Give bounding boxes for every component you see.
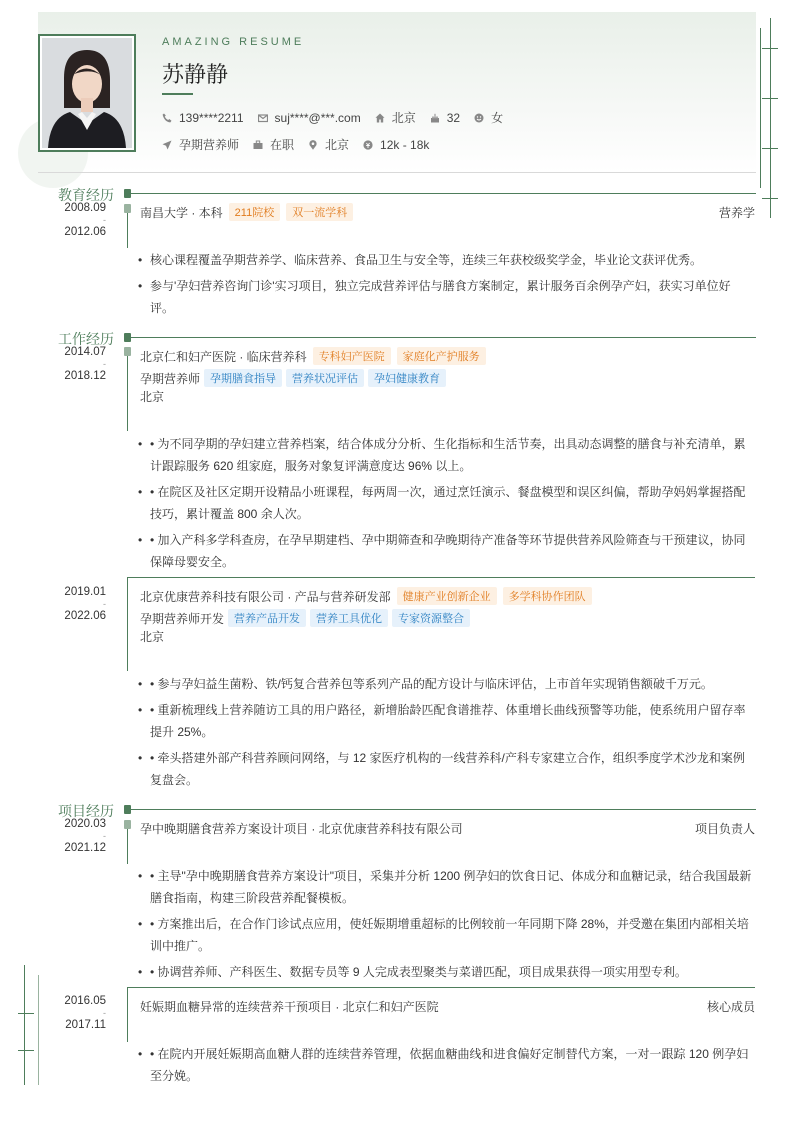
work-role-row bbox=[140, 609, 470, 627]
intent-position: 孕期营养师 bbox=[162, 136, 239, 153]
contact-age: 32 bbox=[430, 111, 460, 125]
list-item: • • 主导"孕中晚期膳食营养方案设计"项目，采集并分析 1200 例孕妇的饮食日记、体成分和血糖记录，结合我国最新膳食指南，构建三阶段营养配餐模板。 bbox=[138, 869, 752, 905]
school-tag: 双一流学科 bbox=[286, 203, 353, 221]
intent-status: 在职 bbox=[253, 136, 294, 153]
cake-icon bbox=[430, 113, 440, 123]
list-item: • • 加入产科多学科查房，在孕早期建档、孕中期筛查和孕晚期待产准备等环节提供营养风险筛查与干预建议，协同保障母婴安全。 bbox=[138, 533, 746, 569]
entry-divider bbox=[127, 987, 755, 988]
list-item: • • 牵头搭建外部产科营养顾问网络，与 12 家医疗机构的一线营养科/产科专家建立合作，组织季度学术沙龙和案例复盘会。 bbox=[138, 751, 745, 787]
skill-tag: 营养产品开发 bbox=[228, 609, 306, 627]
date-separator: - bbox=[103, 215, 106, 225]
list-item: • 核心课程覆盖孕期营养学、临床营养、食品卫生与安全等，连续三年获校级奖学金，毕业论文获评优秀。 bbox=[138, 253, 703, 267]
entry-timeline bbox=[127, 213, 128, 248]
date-separator: - bbox=[103, 1008, 106, 1018]
section-line bbox=[126, 809, 756, 810]
profile-photo bbox=[42, 38, 132, 148]
decor-tick bbox=[18, 1013, 34, 1014]
school-degree: 南昌大学 · 本科 bbox=[140, 205, 223, 220]
education-title-row bbox=[140, 203, 353, 221]
section-node bbox=[124, 333, 131, 342]
money-icon bbox=[363, 140, 373, 150]
list-item: • • 重新梳理线上营养随访工具的用户路径，新增胎龄匹配食谱推荐、体重增长曲线预警等功能，使系统用户留存率提升 25%。 bbox=[138, 703, 746, 739]
date-separator: - bbox=[103, 599, 106, 609]
decor-line-left bbox=[24, 965, 25, 1085]
entry-timeline bbox=[127, 987, 128, 1042]
end-date: 2018.12 bbox=[64, 370, 106, 382]
start-date: 2019.01 bbox=[64, 586, 106, 598]
decor-line-right-inner bbox=[760, 28, 761, 188]
project-role: 核心成员 bbox=[706, 1000, 755, 1014]
contact-email: suj****@***.com bbox=[258, 111, 361, 125]
contact-phone: 139****2211 bbox=[162, 111, 244, 125]
list-item: • 参与'孕妇营养咨询门诊'实习项目，独立完成营养评估与膳食方案制定，累计服务百余例孕产妇，获实习单位好评。 bbox=[138, 279, 731, 315]
skill-tag: 孕期膳食指导 bbox=[204, 369, 282, 387]
home-icon bbox=[375, 113, 385, 123]
work-role-row bbox=[140, 369, 446, 387]
skill-tag: 营养状况评估 bbox=[286, 369, 364, 387]
briefcase-icon bbox=[253, 140, 263, 150]
skill-tag: 专家资源整合 bbox=[392, 609, 470, 627]
section-title-projects: 项目经历 bbox=[58, 804, 114, 820]
decor-tick bbox=[762, 98, 778, 99]
end-date: 2012.06 bbox=[64, 226, 106, 238]
school-tag: 211院校 bbox=[229, 203, 281, 221]
list-item: • • 协调营养师、产科医生、数据专员等 9 人完成表型聚类与菜谱匹配，项目成果获得一项实用型专利。 bbox=[138, 965, 687, 979]
organization: 北京优康营养科技有限公司 · 产品与营养研发部 bbox=[140, 589, 391, 604]
work-city: 北京 bbox=[140, 630, 165, 644]
work-org-row bbox=[140, 347, 486, 365]
section-line bbox=[126, 193, 756, 194]
decor-line-left-inner bbox=[38, 975, 39, 1085]
org-tag: 专科妇产医院 bbox=[313, 347, 391, 365]
intent-salary: 12k - 18k bbox=[363, 138, 429, 152]
end-date: 2021.12 bbox=[64, 842, 106, 854]
end-date: 2022.06 bbox=[64, 610, 106, 622]
work-city: 北京 bbox=[140, 390, 165, 404]
start-date: 2014.07 bbox=[64, 346, 106, 358]
role: 孕期营养师 bbox=[140, 371, 201, 386]
mail-icon bbox=[258, 113, 268, 123]
section-title-work: 工作经历 bbox=[58, 332, 114, 348]
project-name: 妊娠期血糖异常的连续营养干预项目 · 北京仁和妇产医院 bbox=[140, 1000, 439, 1014]
organization: 北京仁和妇产医院 · 临床营养科 bbox=[140, 349, 307, 364]
list-item: • • 在院内开展妊娠期高血糖人群的连续营养管理，依据血糖曲线和进食偏好定制替代方案，一对一跟踪 120 例孕妇至分娩。 bbox=[138, 1047, 749, 1083]
org-tag: 多学科协作团队 bbox=[503, 587, 592, 605]
name-underline bbox=[162, 93, 193, 95]
skill-tag: 营养工具优化 bbox=[310, 609, 388, 627]
section-title-education: 教育经历 bbox=[58, 188, 114, 204]
role: 孕期营养师开发 bbox=[140, 611, 225, 626]
intent-city: 北京 bbox=[308, 136, 349, 153]
candidate-name: 苏静静 bbox=[162, 63, 229, 88]
major: 营养学 bbox=[718, 206, 755, 220]
decor-tick bbox=[762, 198, 778, 199]
decor-tick bbox=[762, 148, 778, 149]
list-item: • • 参与孕妇益生菌粉、铁/钙复合营养包等系列产品的配方设计与临床评估，上市首年实现销售额破千万元。 bbox=[138, 677, 713, 691]
entry-node bbox=[124, 347, 131, 356]
section-node bbox=[124, 805, 131, 814]
entry-divider bbox=[127, 577, 755, 578]
send-icon bbox=[162, 140, 172, 150]
work-org-row bbox=[140, 587, 592, 605]
list-item: • • 为不同孕期的孕妇建立营养档案，结合体成分分析、生化指标和生活节奏，出具动态调整的膳食与补充清单，累计跟踪服务 620 组家庭，服务对象复评满意度达 96% 以上。 bbox=[138, 437, 746, 473]
start-date: 2016.05 bbox=[64, 995, 106, 1007]
end-date: 2017.11 bbox=[65, 1019, 106, 1031]
list-item: • • 在院区及社区定期开设精品小班课程，每两周一次，通过烹饪演示、餐盘模型和误区纠偏，帮助孕妈妈掌握搭配技巧，累计覆盖 800 余人次。 bbox=[138, 485, 746, 521]
smile-icon bbox=[474, 113, 484, 123]
contact-gender: 女 bbox=[474, 109, 503, 126]
contact-row bbox=[162, 109, 517, 126]
decor-tick bbox=[762, 48, 778, 49]
entry-node bbox=[124, 820, 131, 829]
header-divider bbox=[38, 172, 756, 173]
entry-timeline bbox=[127, 829, 128, 864]
skill-tag: 孕妇健康教育 bbox=[368, 369, 446, 387]
resume-tagline: AMAZING RESUME bbox=[162, 36, 305, 48]
entry-timeline bbox=[127, 577, 128, 671]
decor-tick bbox=[18, 1050, 34, 1051]
entry-node bbox=[124, 204, 131, 213]
project-name: 孕中晚期膳食营养方案设计项目 · 北京优康营养科技有限公司 bbox=[140, 822, 463, 836]
start-date: 2008.09 bbox=[64, 202, 106, 214]
date-separator: - bbox=[103, 359, 106, 369]
job-intent-row bbox=[162, 136, 443, 153]
org-tag: 家庭化产护服务 bbox=[397, 347, 486, 365]
org-tag: 健康产业创新企业 bbox=[397, 587, 497, 605]
date-separator: - bbox=[103, 831, 106, 841]
start-date: 2020.03 bbox=[64, 818, 106, 830]
project-role: 项目负责人 bbox=[694, 822, 755, 836]
phone-icon bbox=[162, 113, 172, 123]
entry-timeline bbox=[127, 356, 128, 431]
list-item: • • 方案推出后，在合作门诊试点应用，使妊娠期增重超标的比例较前一年同期下降 28%，并受邀在集团内部相关培训中推广。 bbox=[138, 917, 749, 953]
location-pin-icon bbox=[308, 140, 318, 150]
section-line bbox=[126, 337, 756, 338]
section-node bbox=[124, 189, 131, 198]
contact-home: 北京 bbox=[375, 109, 416, 126]
